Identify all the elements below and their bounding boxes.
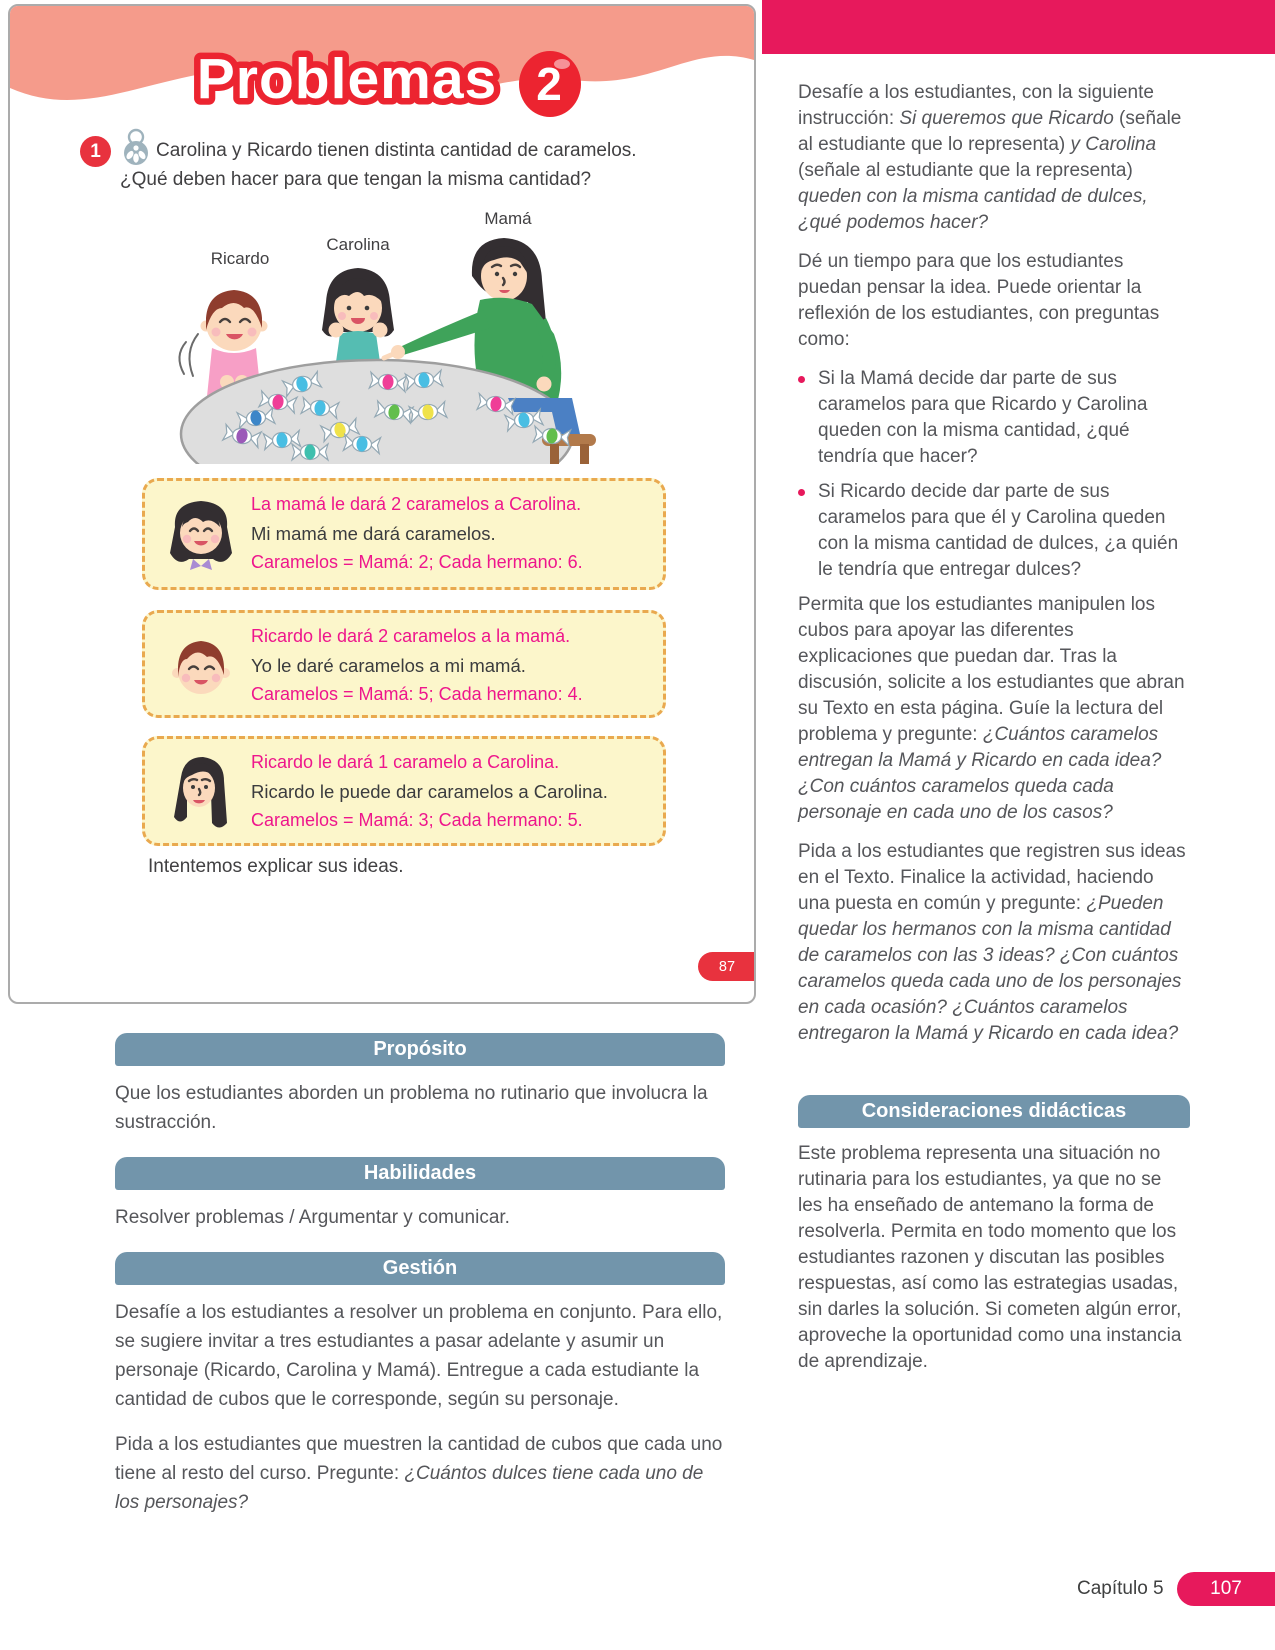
idea-highlight: Ricardo le dará 2 caramelos a la mamá. <box>251 626 571 646</box>
guidance-paragraph: Permita que los estudiantes manipulen los cubos para apoyar las diferentes explicaciones que puedan dar. Tras la discusión, solicite a los estudiantes que abran su Texto en esta página. Guíe la lectura del problema y pregunte: ¿Cuántos caramelos entregan la Mamá y Ricardo en cada idea? ¿Con cuántos caramelos queda cada personaje en cada uno de los casos? <box>798 594 1185 823</box>
gestion-paragraph: Desafíe a los estudiantes a resolver un problema en conjunto. Para ello, se sugiere invitar a tres estudiantes a pasar adelante y asumir un personaje (Ricardo, Carolina y Mamá). Entregue a cada estudiante la cantidad de cubos que le corresponde, según su personaje. <box>115 1302 723 1410</box>
idea-statement: Ricardo le puede dar caramelos a Carolina. <box>251 781 608 802</box>
footer-chapter: Capítulo 5 <box>1077 1578 1164 1599</box>
idea-box-carolina <box>142 478 666 590</box>
bullet-dot-icon <box>798 489 805 496</box>
idea-highlight: La mamá le dará 2 caramelos a Carolina. <box>251 494 582 514</box>
bullet-item <box>798 479 1190 583</box>
guidance-bullets <box>798 366 1190 583</box>
label-carolina: Carolina <box>326 235 390 254</box>
mama-avatar-icon <box>161 751 241 840</box>
idea-result: Caramelos = Mamá: 5; Cada hermano: 4. <box>251 684 583 704</box>
idea-box-mama <box>142 736 666 846</box>
section-header-habilidades: Habilidades <box>115 1157 725 1190</box>
group-activity-icon <box>120 128 152 166</box>
idea-result: Caramelos = Mamá: 3; Cada hermano: 5. <box>251 810 583 830</box>
bullet-item <box>798 366 1190 470</box>
idea-statement: Yo le daré caramelos a mi mamá. <box>251 655 526 676</box>
problem-statement-line2: ¿Qué deben hacer para que tengan la misma cantidad? <box>120 169 592 190</box>
right-column <box>798 80 1190 1388</box>
section-header-gestion: Gestión <box>115 1252 725 1285</box>
idea-box-ricardo <box>142 610 666 718</box>
bullet-dot-icon <box>798 376 805 383</box>
guidance-paragraph: Pida a los estudiantes que registren sus ideas en el Texto. Finalice la actividad, haciendo una puesta en común y pregunte: ¿Pueden quedar los hermanos con la misma cantidad de caramelos con las 3 ideas? ¿Con cuántos caramelos queda cada uno de los personajes en cada ocasión? ¿Cuántos caramelos entregaron la Mamá y Ricardo en cada idea? <box>798 841 1186 1044</box>
problemas-logo <box>162 18 602 130</box>
left-column <box>115 1033 725 1533</box>
top-accent-bar <box>762 0 1275 54</box>
idea-statement: Mi mamá me dará caramelos. <box>251 523 496 544</box>
logo-number: 2 <box>536 58 562 110</box>
gestion-paragraph: Pida a los estudiantes que muestren la cantidad de cubos que cada uno tiene al resto del curso. Pregunte: ¿Cuántos dulces tiene cada uno de los personajes? <box>115 1434 723 1513</box>
idea-result: Caramelos = Mamá: 2; Cada hermano: 6. <box>251 552 583 572</box>
section-header-consideraciones: Consideraciones didácticas <box>798 1095 1190 1128</box>
student-page-frame <box>8 4 756 1004</box>
ricardo-avatar-icon <box>161 625 241 714</box>
character-carolina <box>322 268 394 362</box>
problem-number-badge: 1 <box>80 136 111 167</box>
consideraciones-text: Este problema representa una situación no rutinaria para los estudiantes, ya que no se les ha enseñado de antemano la forma de resolverla. Permita en todo momento que los estudiantes razonen y discutan las posibles respuestas, así como las estrategias usadas, sin darles la solución. Si cometen algún error, aproveche la oportunidad como una instancia de aprendizaje. <box>798 1143 1182 1372</box>
footer-page-badge: 107 <box>1177 1572 1275 1606</box>
logo-text: Problemas <box>196 47 498 111</box>
carolina-avatar-icon <box>161 493 241 582</box>
habilidades-text: Resolver problemas / Argumentar y comunicar. <box>115 1207 510 1228</box>
guidance-paragraph: Desafíe a los estudiantes, con la siguiente instrucción: Si queremos que Ricardo (señale al estudiante que lo representa) y Carolina (señale al estudiante que la representa) queden con la misma cantidad de dulces, ¿qué podemos hacer? <box>798 82 1182 233</box>
bullet-text: Si Ricardo decide dar parte de sus caramelos para que él y Carolina queden con la misma cantidad de dulces, ¿a quién le tendría que entregar dulces? <box>818 481 1179 580</box>
proposito-text: Que los estudiantes aborden un problema no rutinario que involucra la sustracción. <box>115 1083 708 1133</box>
bullet-text: Si la Mamá decide dar parte de sus caramelos para que Ricardo y Carolina queden con la misma cantidad, ¿qué tendría que hacer? <box>818 368 1148 467</box>
student-page-number-tab: 87 <box>698 952 756 981</box>
idea-highlight: Ricardo le dará 1 caramelo a Carolina. <box>251 752 560 772</box>
section-header-proposito: Propósito <box>115 1033 725 1066</box>
label-ricardo: Ricardo <box>210 249 270 268</box>
label-mama: Mamá <box>484 209 532 228</box>
illustration <box>150 206 624 464</box>
closing-line: Intentemos explicar sus ideas. <box>148 856 404 877</box>
problem-statement-line1: Carolina y Ricardo tienen distinta cantidad de caramelos. <box>156 140 637 161</box>
guidance-paragraph: Dé un tiempo para que los estudiantes puedan pensar la idea. Puede orientar la reflexión de los estudiantes, con preguntas como: <box>798 251 1160 350</box>
